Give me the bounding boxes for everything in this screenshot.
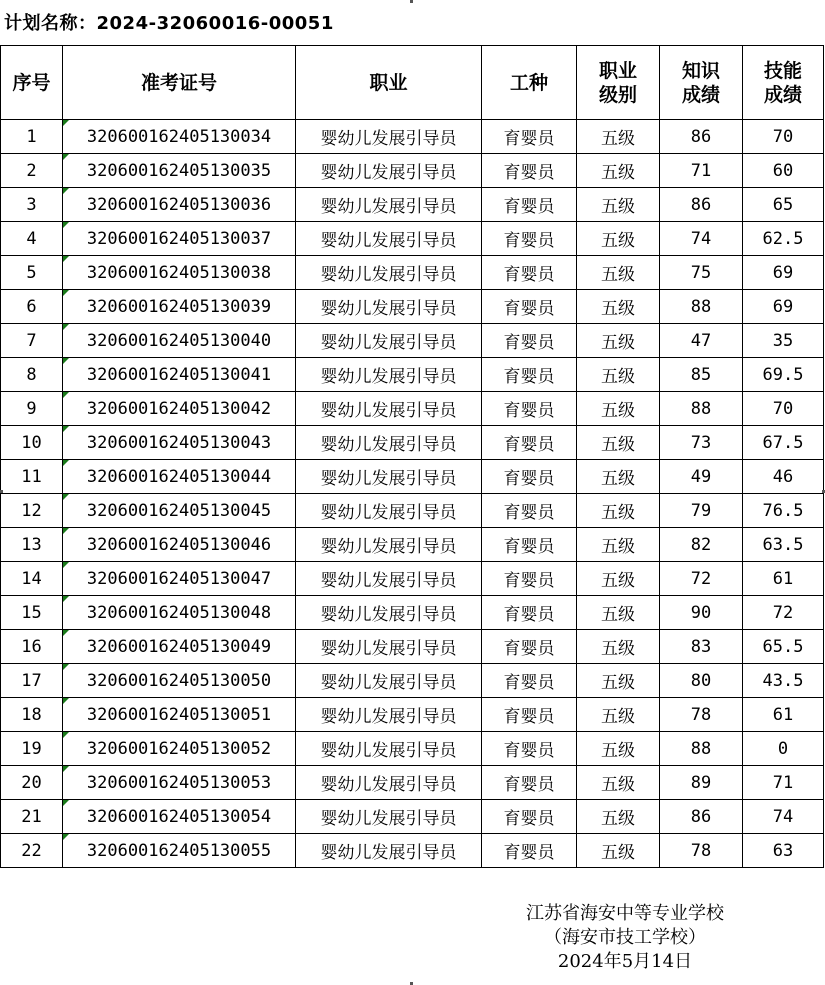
footer-school-alt: （海安市技工学校） xyxy=(544,927,706,948)
cell-job-type: 育婴员 xyxy=(482,698,577,732)
cell-seq: 5 xyxy=(1,256,63,290)
cell-exam-no xyxy=(63,188,296,222)
cell-knowledge: 79 xyxy=(660,494,743,528)
cell-level: 五级 xyxy=(577,494,660,528)
cell-level: 五级 xyxy=(577,358,660,392)
cell-exam-no-text: 320600162405130044 xyxy=(86,466,272,487)
table-row xyxy=(1,800,824,834)
cell-level: 五级 xyxy=(577,664,660,698)
cell-skill: 62.5 xyxy=(743,222,824,256)
cell-occupation: 婴幼儿发展引导员 xyxy=(296,460,482,494)
page-marker-left xyxy=(0,490,3,493)
footer-school: 江苏省海安中等专业学校 xyxy=(526,903,724,924)
cell-skill: 46 xyxy=(743,460,824,494)
cell-occupation: 婴幼儿发展引导员 xyxy=(296,732,482,766)
cell-occupation: 婴幼儿发展引导员 xyxy=(296,630,482,664)
cell-seq: 14 xyxy=(1,562,63,596)
cell-knowledge: 74 xyxy=(660,222,743,256)
table-row xyxy=(1,426,824,460)
cell-occupation: 婴幼儿发展引导员 xyxy=(296,392,482,426)
table-row xyxy=(1,188,824,222)
cell-seq: 8 xyxy=(1,358,63,392)
table-row xyxy=(1,324,824,358)
cell-job-type: 育婴员 xyxy=(482,188,577,222)
cell-seq: 13 xyxy=(1,528,63,562)
cell-knowledge: 75 xyxy=(660,256,743,290)
header-level-line1: 职业 xyxy=(598,59,637,82)
table-row xyxy=(1,562,824,596)
cell-job-type: 育婴员 xyxy=(482,494,577,528)
table-row xyxy=(1,766,824,800)
cell-exam-no xyxy=(63,392,296,426)
score-table xyxy=(0,45,824,868)
cell-knowledge: 90 xyxy=(660,596,743,630)
cell-knowledge: 89 xyxy=(660,766,743,800)
table-row xyxy=(1,154,824,188)
cell-exam-no xyxy=(63,426,296,460)
cell-job-type: 育婴员 xyxy=(482,222,577,256)
cell-knowledge: 86 xyxy=(660,188,743,222)
cell-skill: 69 xyxy=(743,290,824,324)
cell-marker-icon xyxy=(63,290,69,296)
cell-knowledge: 47 xyxy=(660,324,743,358)
cell-marker-icon xyxy=(63,358,69,364)
cell-job-type: 育婴员 xyxy=(482,732,577,766)
table-row xyxy=(1,732,824,766)
header-knowledge-line2: 成绩 xyxy=(681,83,720,106)
cell-occupation: 婴幼儿发展引导员 xyxy=(296,426,482,460)
cell-occupation: 婴幼儿发展引导员 xyxy=(296,358,482,392)
cell-knowledge: 86 xyxy=(660,120,743,154)
cell-job-type: 育婴员 xyxy=(482,154,577,188)
cell-knowledge: 78 xyxy=(660,698,743,732)
cell-exam-no-text: 320600162405130045 xyxy=(86,500,272,521)
table-row xyxy=(1,528,824,562)
table-row xyxy=(1,358,824,392)
cell-level: 五级 xyxy=(577,834,660,868)
cell-marker-icon xyxy=(63,222,69,228)
cell-knowledge: 71 xyxy=(660,154,743,188)
header-level-line2: 级别 xyxy=(598,83,637,106)
cell-marker-icon xyxy=(63,698,69,704)
cell-seq: 4 xyxy=(1,222,63,256)
cell-skill: 70 xyxy=(743,120,824,154)
cell-exam-no xyxy=(63,562,296,596)
cell-level: 五级 xyxy=(577,698,660,732)
cell-exam-no-text: 320600162405130038 xyxy=(86,262,272,283)
cell-exam-no-text: 320600162405130037 xyxy=(86,228,272,249)
cell-level: 五级 xyxy=(577,766,660,800)
cell-skill: 67.5 xyxy=(743,426,824,460)
table-row xyxy=(1,494,824,528)
cell-exam-no-text: 320600162405130054 xyxy=(86,806,272,827)
cell-exam-no-text: 320600162405130055 xyxy=(86,840,272,861)
cell-knowledge: 83 xyxy=(660,630,743,664)
cell-skill: 72 xyxy=(743,596,824,630)
cell-skill: 76.5 xyxy=(743,494,824,528)
cell-exam-no xyxy=(63,596,296,630)
cell-knowledge: 72 xyxy=(660,562,743,596)
cell-marker-icon xyxy=(63,766,69,772)
cell-job-type: 育婴员 xyxy=(482,358,577,392)
cell-skill: 43.5 xyxy=(743,664,824,698)
cell-marker-icon xyxy=(63,494,69,500)
cell-seq: 21 xyxy=(1,800,63,834)
cell-marker-icon xyxy=(63,562,69,568)
cell-level: 五级 xyxy=(577,392,660,426)
cell-level: 五级 xyxy=(577,528,660,562)
cell-exam-no xyxy=(63,528,296,562)
cell-exam-no-text: 320600162405130039 xyxy=(86,296,272,317)
cell-job-type: 育婴员 xyxy=(482,630,577,664)
cell-marker-icon xyxy=(63,834,69,840)
cell-skill: 63 xyxy=(743,834,824,868)
plan-title: 计划名称：2024-32060016-00051 xyxy=(4,13,334,34)
cell-occupation: 婴幼儿发展引导员 xyxy=(296,494,482,528)
cell-exam-no xyxy=(63,290,296,324)
cell-occupation: 婴幼儿发展引导员 xyxy=(296,698,482,732)
cell-knowledge: 80 xyxy=(660,664,743,698)
cell-exam-no xyxy=(63,154,296,188)
cell-skill: 0 xyxy=(743,732,824,766)
cell-seq: 11 xyxy=(1,460,63,494)
cell-job-type: 育婴员 xyxy=(482,596,577,630)
page-marker-top xyxy=(410,0,413,3)
cell-exam-no xyxy=(63,460,296,494)
cell-skill: 61 xyxy=(743,562,824,596)
cell-skill: 69.5 xyxy=(743,358,824,392)
cell-knowledge: 49 xyxy=(660,460,743,494)
cell-level: 五级 xyxy=(577,256,660,290)
cell-level: 五级 xyxy=(577,222,660,256)
cell-marker-icon xyxy=(63,732,69,738)
cell-skill: 71 xyxy=(743,766,824,800)
cell-exam-no xyxy=(63,800,296,834)
cell-marker-icon xyxy=(63,392,69,398)
cell-exam-no xyxy=(63,732,296,766)
cell-knowledge: 86 xyxy=(660,800,743,834)
cell-exam-no xyxy=(63,766,296,800)
cell-seq: 3 xyxy=(1,188,63,222)
cell-knowledge: 73 xyxy=(660,426,743,460)
cell-job-type: 育婴员 xyxy=(482,324,577,358)
cell-seq: 16 xyxy=(1,630,63,664)
cell-level: 五级 xyxy=(577,120,660,154)
cell-seq: 2 xyxy=(1,154,63,188)
cell-job-type: 育婴员 xyxy=(482,120,577,154)
cell-occupation: 婴幼儿发展引导员 xyxy=(296,120,482,154)
table-row xyxy=(1,392,824,426)
cell-exam-no xyxy=(63,256,296,290)
cell-occupation: 婴幼儿发展引导员 xyxy=(296,324,482,358)
cell-knowledge: 88 xyxy=(660,392,743,426)
table-row xyxy=(1,698,824,732)
cell-marker-icon xyxy=(63,154,69,160)
cell-occupation: 婴幼儿发展引导员 xyxy=(296,562,482,596)
cell-skill: 61 xyxy=(743,698,824,732)
cell-marker-icon xyxy=(63,324,69,330)
cell-level: 五级 xyxy=(577,732,660,766)
cell-marker-icon xyxy=(63,188,69,194)
header-seq: 序号 xyxy=(1,46,63,120)
cell-exam-no-text: 320600162405130042 xyxy=(86,398,272,419)
cell-skill: 35 xyxy=(743,324,824,358)
cell-knowledge: 82 xyxy=(660,528,743,562)
header-knowledge-line1: 知识 xyxy=(681,59,720,82)
header-job-type: 工种 xyxy=(482,46,577,120)
cell-occupation: 婴幼儿发展引导员 xyxy=(296,766,482,800)
cell-seq: 20 xyxy=(1,766,63,800)
cell-job-type: 育婴员 xyxy=(482,664,577,698)
cell-marker-icon xyxy=(63,800,69,806)
cell-job-type: 育婴员 xyxy=(482,460,577,494)
cell-exam-no xyxy=(63,664,296,698)
cell-knowledge: 88 xyxy=(660,290,743,324)
footer-date: 2024年5月14日 xyxy=(557,951,693,972)
header-occupation: 职业 xyxy=(296,46,482,120)
cell-marker-icon xyxy=(63,528,69,534)
header-exam-no: 准考证号 xyxy=(63,46,296,120)
table-row xyxy=(1,664,824,698)
cell-seq: 7 xyxy=(1,324,63,358)
cell-occupation: 婴幼儿发展引导员 xyxy=(296,256,482,290)
table-row xyxy=(1,460,824,494)
cell-exam-no-text: 320600162405130052 xyxy=(86,738,272,759)
cell-level: 五级 xyxy=(577,188,660,222)
cell-exam-no-text: 320600162405130036 xyxy=(86,194,272,215)
cell-job-type: 育婴员 xyxy=(482,834,577,868)
cell-level: 五级 xyxy=(577,596,660,630)
cell-level: 五级 xyxy=(577,426,660,460)
cell-marker-icon xyxy=(63,120,69,126)
cell-level: 五级 xyxy=(577,562,660,596)
cell-exam-no-text: 320600162405130048 xyxy=(86,602,272,623)
cell-seq: 17 xyxy=(1,664,63,698)
cell-level: 五级 xyxy=(577,154,660,188)
cell-level: 五级 xyxy=(577,290,660,324)
cell-occupation: 婴幼儿发展引导员 xyxy=(296,188,482,222)
cell-seq: 15 xyxy=(1,596,63,630)
cell-exam-no-text: 320600162405130049 xyxy=(86,636,272,657)
cell-job-type: 育婴员 xyxy=(482,800,577,834)
cell-exam-no-text: 320600162405130051 xyxy=(86,704,272,725)
cell-marker-icon xyxy=(63,256,69,262)
cell-seq: 18 xyxy=(1,698,63,732)
table-row xyxy=(1,596,824,630)
cell-skill: 70 xyxy=(743,392,824,426)
cell-exam-no-text: 320600162405130035 xyxy=(86,160,272,181)
cell-exam-no-text: 320600162405130046 xyxy=(86,534,272,555)
cell-seq: 12 xyxy=(1,494,63,528)
cell-occupation: 婴幼儿发展引导员 xyxy=(296,596,482,630)
cell-occupation: 婴幼儿发展引导员 xyxy=(296,800,482,834)
cell-exam-no xyxy=(63,834,296,868)
cell-job-type: 育婴员 xyxy=(482,426,577,460)
table-row xyxy=(1,834,824,868)
cell-occupation: 婴幼儿发展引导员 xyxy=(296,528,482,562)
cell-marker-icon xyxy=(63,664,69,670)
cell-exam-no xyxy=(63,120,296,154)
cell-seq: 22 xyxy=(1,834,63,868)
cell-level: 五级 xyxy=(577,324,660,358)
cell-level: 五级 xyxy=(577,460,660,494)
cell-seq: 1 xyxy=(1,120,63,154)
cell-seq: 6 xyxy=(1,290,63,324)
cell-exam-no-text: 320600162405130041 xyxy=(86,364,272,385)
cell-exam-no-text: 320600162405130050 xyxy=(86,670,272,691)
cell-exam-no-text: 320600162405130034 xyxy=(86,126,272,147)
cell-exam-no xyxy=(63,222,296,256)
cell-knowledge: 88 xyxy=(660,732,743,766)
cell-marker-icon xyxy=(63,596,69,602)
cell-exam-no-text: 320600162405130053 xyxy=(86,772,272,793)
table-row xyxy=(1,290,824,324)
header-level xyxy=(577,46,660,120)
cell-level: 五级 xyxy=(577,630,660,664)
cell-marker-icon xyxy=(63,630,69,636)
cell-skill: 63.5 xyxy=(743,528,824,562)
cell-occupation: 婴幼儿发展引导员 xyxy=(296,290,482,324)
cell-marker-icon xyxy=(63,426,69,432)
table-row xyxy=(1,256,824,290)
cell-exam-no xyxy=(63,494,296,528)
cell-exam-no xyxy=(63,698,296,732)
cell-level: 五级 xyxy=(577,800,660,834)
header-skill xyxy=(743,46,824,120)
cell-exam-no xyxy=(63,630,296,664)
header-skill-line1: 技能 xyxy=(763,59,802,82)
cell-skill: 69 xyxy=(743,256,824,290)
cell-skill: 60 xyxy=(743,154,824,188)
cell-seq: 9 xyxy=(1,392,63,426)
score-table-body xyxy=(1,120,824,868)
cell-knowledge: 78 xyxy=(660,834,743,868)
cell-skill: 65 xyxy=(743,188,824,222)
table-row xyxy=(1,630,824,664)
cell-exam-no-text: 320600162405130043 xyxy=(86,432,272,453)
cell-exam-no-text: 320600162405130040 xyxy=(86,330,272,351)
cell-job-type: 育婴员 xyxy=(482,562,577,596)
cell-knowledge: 85 xyxy=(660,358,743,392)
table-row xyxy=(1,120,824,154)
cell-exam-no xyxy=(63,324,296,358)
cell-exam-no-text: 320600162405130047 xyxy=(86,568,272,589)
cell-occupation: 婴幼儿发展引导员 xyxy=(296,154,482,188)
table-row xyxy=(1,222,824,256)
cell-skill: 65.5 xyxy=(743,630,824,664)
cell-seq: 10 xyxy=(1,426,63,460)
header-skill-line2: 成绩 xyxy=(763,83,802,106)
cell-occupation: 婴幼儿发展引导员 xyxy=(296,222,482,256)
cell-marker-icon xyxy=(63,460,69,466)
cell-exam-no xyxy=(63,358,296,392)
cell-skill: 74 xyxy=(743,800,824,834)
footer xyxy=(470,902,780,974)
cell-job-type: 育婴员 xyxy=(482,392,577,426)
cell-seq: 19 xyxy=(1,732,63,766)
cell-job-type: 育婴员 xyxy=(482,256,577,290)
cell-job-type: 育婴员 xyxy=(482,766,577,800)
cell-occupation: 婴幼儿发展引导员 xyxy=(296,834,482,868)
header-row xyxy=(1,46,824,120)
cell-occupation: 婴幼儿发展引导员 xyxy=(296,664,482,698)
cell-job-type: 育婴员 xyxy=(482,290,577,324)
cell-job-type: 育婴员 xyxy=(482,528,577,562)
header-knowledge xyxy=(660,46,743,120)
